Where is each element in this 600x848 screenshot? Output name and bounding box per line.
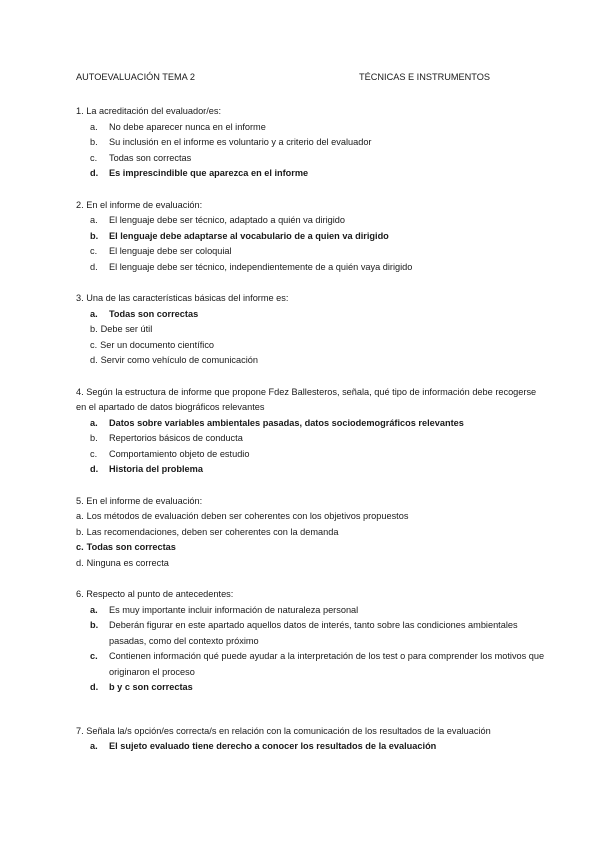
question-text: 4. Según la estructura de informe que propone Fdez Ballesteros, señala, qué tipo de información debe recogerse en el apartado de datos biográficos relevantes bbox=[76, 386, 537, 412]
option-b: b. Repertorios básicos de conducta bbox=[90, 433, 243, 443]
option-d-correct: d. Historia del problema bbox=[90, 464, 203, 474]
option-list bbox=[76, 213, 546, 275]
option-c: c. Todas son correctas bbox=[90, 152, 192, 163]
question-2 bbox=[76, 198, 546, 276]
header-title-left: AUTOEVALUACIÓN TEMA 2 bbox=[76, 72, 195, 82]
option-a: a. Es muy importante incluir información de naturaleza personal bbox=[90, 604, 359, 615]
question-text: 7. Señala la/s opción/es correcta/s en relación con la comunicación de los resultados de la evaluación bbox=[76, 725, 491, 736]
option-d: d. Servir como vehículo de comunicación bbox=[90, 355, 258, 365]
option-c-correct: c. Todas son correctas bbox=[76, 542, 176, 552]
option-d-correct: d. Es imprescindible que aparezca en el informe bbox=[90, 168, 309, 178]
option-c: c. Comportamiento objeto de estudio bbox=[90, 448, 250, 459]
option-a-correct: a. El sujeto evaluado tiene derecho a conocer los resultados de la evaluación bbox=[90, 741, 437, 751]
question-3 bbox=[76, 291, 546, 369]
header-title-right: TÉCNICAS E INSTRUMENTOS bbox=[359, 72, 491, 82]
option-list bbox=[76, 739, 546, 755]
option-c: c. Ser un documento científico bbox=[90, 339, 215, 350]
question-1 bbox=[76, 104, 546, 182]
question-4 bbox=[76, 385, 546, 478]
option-a: a. El lenguaje debe ser técnico, adaptado a quién va dirigido bbox=[90, 215, 345, 225]
option-b-correct: b. El lenguaje debe adaptarse al vocabulario de a quien va dirigido bbox=[90, 230, 389, 241]
question-text: 2. En el informe de evaluación: bbox=[76, 199, 203, 210]
option-list bbox=[76, 603, 546, 696]
option-d: d. El lenguaje debe ser técnico, independientemente de a quién vaya dirigido bbox=[90, 261, 413, 272]
option-list bbox=[76, 509, 546, 571]
question-6 bbox=[76, 587, 546, 696]
option-a: a. No debe aparecer nunca en el informe bbox=[90, 121, 266, 132]
option-list bbox=[76, 120, 546, 182]
option-a: a. Los métodos de evaluación deben ser coherentes con los objetivos propuestos bbox=[76, 511, 409, 521]
option-b: b. Debe ser útil bbox=[90, 324, 153, 334]
question-text: 3. Una de las características básicas del informe es: bbox=[76, 293, 289, 303]
option-a-correct: a. Todas son correctas bbox=[90, 308, 199, 319]
question-5 bbox=[76, 494, 546, 572]
option-a-correct: a. Datos sobre variables ambientales pasadas, datos sociodemográficos relevantes bbox=[90, 417, 464, 428]
option-list bbox=[76, 416, 546, 478]
question-text: 5. En el informe de evaluación: bbox=[76, 495, 203, 506]
option-d: d. Ninguna es correcta bbox=[76, 557, 169, 568]
option-c: c. El lenguaje debe ser coloquial bbox=[90, 246, 232, 256]
option-b: b. Deberán figurar en este apartado aquellos datos de interés, tanto sobre las condiciones ambientales pasadas, como del contexto próximo bbox=[90, 620, 518, 646]
question-7 bbox=[76, 724, 546, 755]
option-d-correct: d. b y c son correctas bbox=[90, 682, 193, 692]
option-c: c. Contienen información qué puede ayudar a la interpretación de los test o para comprender los motivos que originaron el proceso bbox=[90, 651, 545, 677]
option-b: b. Su inclusión en el informe es voluntario y a criterio del evaluador bbox=[90, 137, 372, 147]
option-list bbox=[76, 307, 546, 369]
question-list bbox=[76, 104, 546, 771]
question-text: 6. Respecto al punto de antecedentes: bbox=[76, 589, 234, 599]
option-b: b. Las recomendaciones, deben ser coherentes con la demanda bbox=[76, 526, 339, 537]
question-text: 1. La acreditación del evaluador/es: bbox=[76, 106, 222, 116]
